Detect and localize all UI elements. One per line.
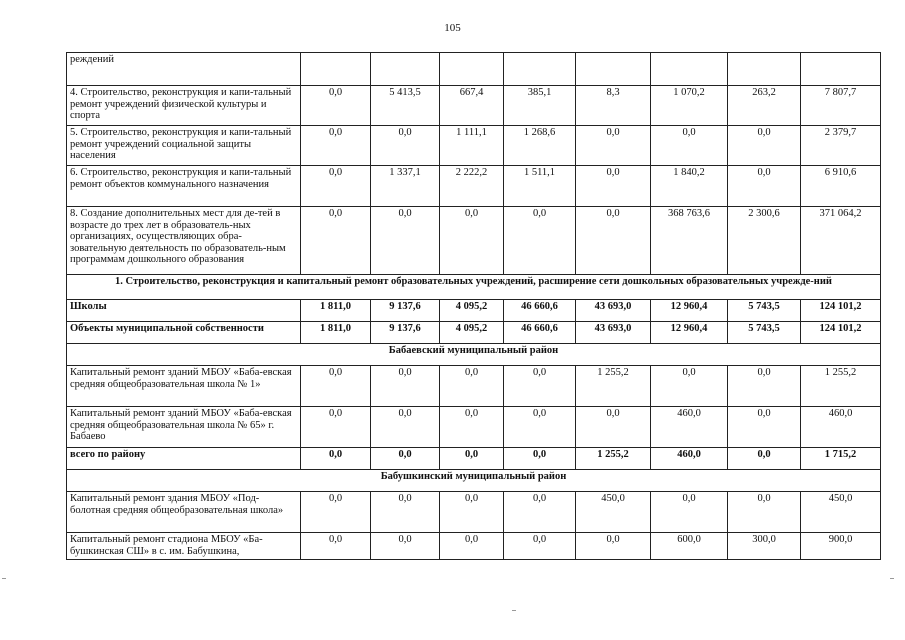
value-cell: 43 693,0	[576, 300, 651, 322]
value-cell: 0,0	[576, 533, 651, 560]
value-cell: 0,0	[651, 366, 728, 407]
value-cell	[728, 53, 801, 86]
value-cell: 0,0	[371, 492, 440, 533]
value-cell: 460,0	[651, 448, 728, 470]
table-row	[67, 300, 881, 322]
value-cell: 300,0	[728, 533, 801, 560]
value-cell: 0,0	[651, 126, 728, 166]
row-name: Школы	[67, 300, 301, 322]
value-cell: 124 101,2	[801, 322, 881, 344]
value-cell: 667,4	[440, 86, 504, 126]
value-cell: 0,0	[440, 448, 504, 470]
value-cell: 0,0	[576, 407, 651, 448]
value-cell: 43 693,0	[576, 322, 651, 344]
value-cell: 385,1	[504, 86, 576, 126]
value-cell: 0,0	[371, 207, 440, 275]
table-row	[67, 366, 881, 407]
section-title: 1. Строительство, реконструкция и капитальный ремонт образовательных учреждений, расширение сети дошкольных образовательных учрежде-ний	[67, 275, 881, 300]
value-cell: 0,0	[301, 166, 371, 207]
value-cell: 1 255,2	[801, 366, 881, 407]
section-row	[67, 275, 881, 300]
table-row	[67, 407, 881, 448]
value-cell: 1 255,2	[576, 448, 651, 470]
value-cell: 0,0	[504, 448, 576, 470]
value-cell: 6 910,6	[801, 166, 881, 207]
value-cell: 0,0	[651, 492, 728, 533]
table-row	[67, 166, 881, 207]
row-name: всего по району	[67, 448, 301, 470]
value-cell	[301, 53, 371, 86]
value-cell: 0,0	[576, 126, 651, 166]
value-cell	[801, 53, 881, 86]
value-cell: 0,0	[301, 366, 371, 407]
value-cell: 900,0	[801, 533, 881, 560]
value-cell: 1 840,2	[651, 166, 728, 207]
value-cell: 0,0	[504, 366, 576, 407]
value-cell: 0,0	[301, 86, 371, 126]
value-cell: 1 337,1	[371, 166, 440, 207]
value-cell: 4 095,2	[440, 300, 504, 322]
section-row	[67, 344, 881, 366]
row-name: Капитальный ремонт стадиона МБОУ «Ба-бушкинская СШ» в с. им. Бабушкина,	[67, 533, 301, 560]
value-cell: 1 811,0	[301, 300, 371, 322]
row-name: реждений	[67, 53, 301, 86]
value-cell: 5 743,5	[728, 322, 801, 344]
value-cell: 1 111,1	[440, 126, 504, 166]
row-name: Капитальный ремонт здания МБОУ «Под-болотная средняя общеобразовательная школа»	[67, 492, 301, 533]
section-title: Бабаевский муниципальный район	[67, 344, 881, 366]
row-name: Капитальный ремонт зданий МБОУ «Баба-евская средняя общеобразовательная школа № 1»	[67, 366, 301, 407]
value-cell	[371, 53, 440, 86]
table-row	[67, 86, 881, 126]
value-cell: 9 137,6	[371, 300, 440, 322]
value-cell: 2 300,6	[728, 207, 801, 275]
row-name: 4. Строительство, реконструкция и капи-тальный ремонт учреждений физической культуры и спорта	[67, 86, 301, 126]
value-cell: 1 268,6	[504, 126, 576, 166]
table-row	[67, 53, 881, 86]
value-cell: 0,0	[728, 448, 801, 470]
value-cell: 0,0	[440, 492, 504, 533]
value-cell: 0,0	[440, 407, 504, 448]
value-cell: 600,0	[651, 533, 728, 560]
value-cell: 0,0	[301, 492, 371, 533]
value-cell: 124 101,2	[801, 300, 881, 322]
value-cell: 5 413,5	[371, 86, 440, 126]
value-cell: 0,0	[504, 533, 576, 560]
table-row	[67, 126, 881, 166]
value-cell: 0,0	[301, 533, 371, 560]
value-cell: 1 070,2	[651, 86, 728, 126]
value-cell: 0,0	[728, 366, 801, 407]
value-cell: 1 811,0	[301, 322, 371, 344]
scan-mark	[2, 578, 6, 579]
value-cell: 0,0	[440, 207, 504, 275]
value-cell: 0,0	[728, 407, 801, 448]
row-name: 6. Строительство, реконструкция и капи-тальный ремонт объектов коммунального назначения	[67, 166, 301, 207]
value-cell: 46 660,6	[504, 322, 576, 344]
value-cell: 0,0	[301, 207, 371, 275]
value-cell: 0,0	[504, 407, 576, 448]
value-cell: 0,0	[728, 126, 801, 166]
row-name: 5. Строительство, реконструкция и капи-тальный ремонт учреждений социальной защиты населения	[67, 126, 301, 166]
value-cell: 9 137,6	[371, 322, 440, 344]
value-cell	[440, 53, 504, 86]
value-cell: 460,0	[801, 407, 881, 448]
value-cell: 1 511,1	[504, 166, 576, 207]
row-name: Объекты муниципальной собственности	[67, 322, 301, 344]
value-cell: 450,0	[801, 492, 881, 533]
table-row	[67, 322, 881, 344]
value-cell: 0,0	[371, 366, 440, 407]
value-cell: 368 763,6	[651, 207, 728, 275]
value-cell: 0,0	[576, 166, 651, 207]
section-title: Бабушкинский муниципальный район	[67, 470, 881, 492]
value-cell: 0,0	[371, 533, 440, 560]
row-name: Капитальный ремонт зданий МБОУ «Баба-евская средняя общеобразовательная школа № 65» г. Бабаево	[67, 407, 301, 448]
value-cell: 4 095,2	[440, 322, 504, 344]
value-cell: 0,0	[301, 407, 371, 448]
value-cell: 12 960,4	[651, 300, 728, 322]
value-cell: 2 222,2	[440, 166, 504, 207]
page-number: 105	[444, 22, 461, 34]
section-row	[67, 470, 881, 492]
budget-table	[66, 52, 881, 560]
table-row	[67, 207, 881, 275]
value-cell: 460,0	[651, 407, 728, 448]
value-cell: 8,3	[576, 86, 651, 126]
value-cell: 371 064,2	[801, 207, 881, 275]
scan-mark	[512, 610, 516, 611]
value-cell: 0,0	[301, 126, 371, 166]
value-cell: 0,0	[576, 207, 651, 275]
value-cell: 5 743,5	[728, 300, 801, 322]
table-row	[67, 492, 881, 533]
table-row	[67, 533, 881, 560]
value-cell: 0,0	[728, 166, 801, 207]
value-cell: 0,0	[371, 126, 440, 166]
row-name: 8. Создание дополнительных мест для де-тей в возрасте до трех лет в образователь-ных организациях, осуществляющих обра-зовательную деятельность по образователь-ным программам дошкольного образования	[67, 207, 301, 275]
value-cell: 0,0	[728, 492, 801, 533]
value-cell: 0,0	[301, 448, 371, 470]
value-cell: 46 660,6	[504, 300, 576, 322]
table-row	[67, 448, 881, 470]
value-cell: 263,2	[728, 86, 801, 126]
value-cell: 0,0	[504, 207, 576, 275]
value-cell: 1 255,2	[576, 366, 651, 407]
value-cell: 2 379,7	[801, 126, 881, 166]
value-cell: 12 960,4	[651, 322, 728, 344]
value-cell: 7 807,7	[801, 86, 881, 126]
value-cell	[576, 53, 651, 86]
value-cell: 450,0	[576, 492, 651, 533]
value-cell: 0,0	[440, 533, 504, 560]
value-cell: 0,0	[504, 492, 576, 533]
value-cell	[504, 53, 576, 86]
value-cell: 0,0	[371, 407, 440, 448]
value-cell: 0,0	[371, 448, 440, 470]
scan-mark	[890, 578, 894, 579]
value-cell: 1 715,2	[801, 448, 881, 470]
value-cell	[651, 53, 728, 86]
value-cell: 0,0	[440, 366, 504, 407]
